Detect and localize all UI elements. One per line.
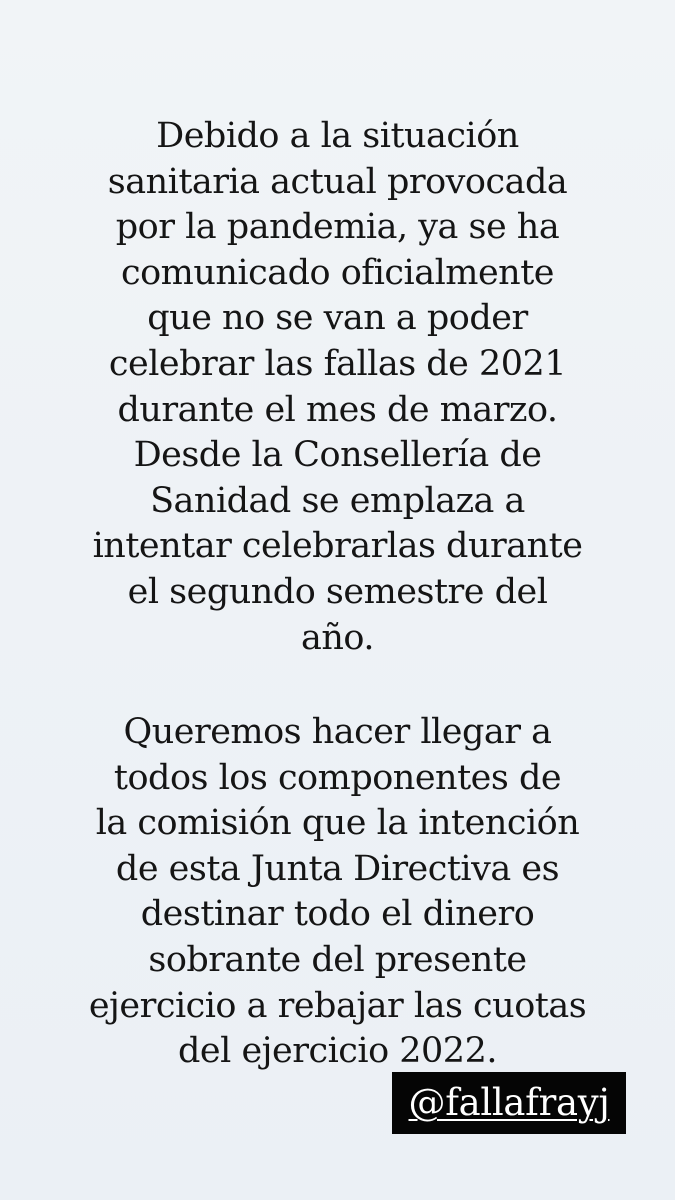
text-line: del ejercicio 2022.: [178, 1031, 497, 1072]
text-line: intentar celebrarlas durante: [92, 526, 583, 567]
text-line: celebrar las fallas de 2021: [108, 343, 567, 384]
text-line: todos los componentes de: [113, 757, 562, 798]
text-line: el segundo semestre del: [127, 571, 548, 612]
text-line: que no se van a poder: [147, 298, 528, 339]
text-line: comunicado oficialmente: [120, 252, 554, 293]
announcement-paragraph-2: [58, 710, 618, 1075]
text-line: sanitaria actual provocada: [107, 161, 568, 202]
text-line: Debido a la situación: [156, 116, 519, 156]
text-line: sobrante del presente: [148, 939, 527, 980]
mention-sticker[interactable]: @fallafrayj: [392, 1072, 626, 1134]
text-line: Desde la Consellería de: [133, 435, 542, 476]
text-line: ejercicio a rebajar las cuotas: [88, 985, 587, 1026]
announcement-paragraph-1: [58, 114, 618, 661]
text-line: Queremos hacer llegar a: [123, 712, 552, 752]
text-line: por la pandemia, ya se ha: [115, 207, 560, 248]
text-line: de esta Junta Directiva es: [115, 848, 560, 889]
text-line: durante el mes de marzo.: [117, 389, 558, 430]
text-line: destinar todo el dinero: [140, 894, 535, 935]
text-line: la comisión que la intención: [95, 803, 580, 844]
text-line: año.: [301, 617, 374, 658]
text-line: Sanidad se emplaza a: [150, 480, 525, 521]
